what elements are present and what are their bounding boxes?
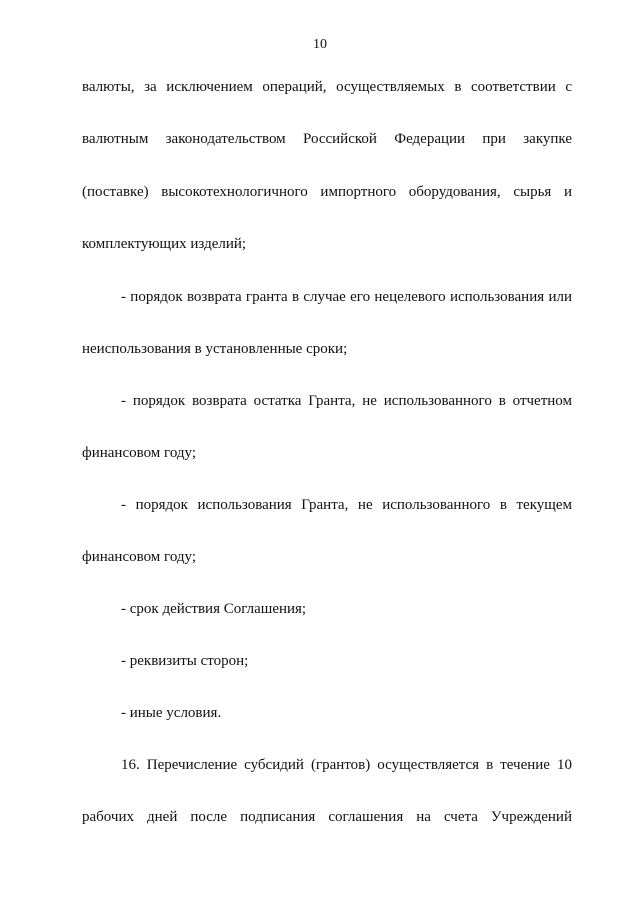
list-item: - иные условия. <box>121 705 222 721</box>
paragraph-line: 16. Перечисление субсидий (грантов) осуществляется в течение 10 <box>121 757 572 773</box>
text-line: финансовом году; <box>82 445 197 461</box>
list-item: - порядок возврата остатка Гранта, не использованного в отчетном <box>121 393 572 409</box>
text-line: неиспользования в установленные сроки; <box>82 341 348 357</box>
list-item: - порядок использования Гранта, не использованного в текущем <box>121 497 572 513</box>
list-item: - реквизиты сторон; <box>121 653 249 669</box>
text-line: валюты, за исключением операций, осуществляемых в соответствии с <box>82 79 572 95</box>
list-item: - порядок возврата гранта в случае его нецелевого использования или <box>121 289 572 305</box>
text-line: (поставке) высокотехнологичного импортного оборудования, сырья и <box>82 184 572 200</box>
text-line: рабочих дней после подписания соглашения на счета Учреждений <box>82 809 572 825</box>
page-number: 10 <box>313 37 327 52</box>
list-item: - срок действия Соглашения; <box>121 601 307 617</box>
text-line: валютным законодательством Российской Федерации при закупке <box>82 131 572 147</box>
text-line: комплектующих изделий; <box>82 236 247 252</box>
text-line: финансовом году; <box>82 549 197 565</box>
